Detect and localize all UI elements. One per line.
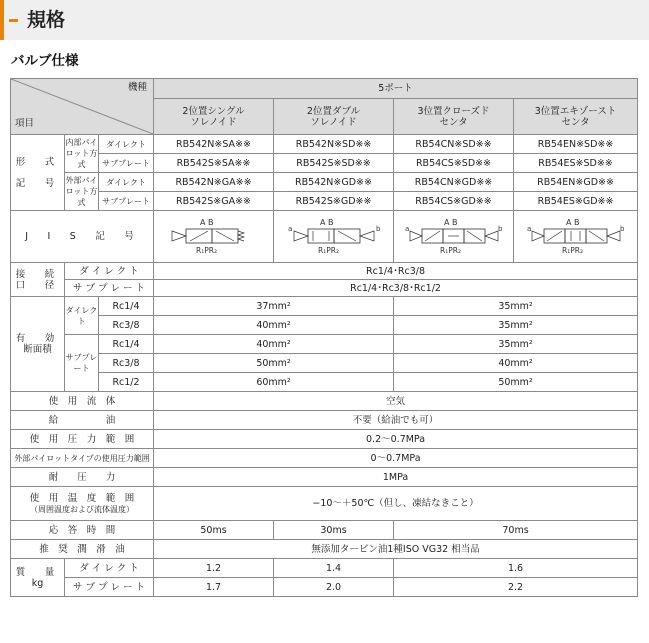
model-cell: RB54CS※SD※※ <box>394 154 514 173</box>
svg-text:b: b <box>619 224 624 233</box>
model-cell: RB542S※SA※※ <box>154 154 274 173</box>
lubrication-label: 給 油 <box>11 411 154 430</box>
section-title: 規格 <box>27 9 66 31</box>
ext-pressure-label: 外部パイロットタイプの使用圧力範囲 <box>11 449 154 468</box>
ea-subplate-label: サブプレート <box>65 335 99 392</box>
ea-value: 50mm² <box>394 373 638 392</box>
ea-size: Rc1/4 <box>99 297 154 316</box>
jis-symbol-closed-center <box>394 211 514 263</box>
model-cell: RB54EN※GD※※ <box>514 173 638 192</box>
ea-direct-label: ダイレクト <box>65 297 99 335</box>
valve-symbol-icon <box>286 217 382 257</box>
lubricant-value: 無添加タービン油1種ISO VG32 相当品 <box>154 540 638 559</box>
jis-symbol-double <box>274 211 394 263</box>
model-label: 機種 <box>128 82 148 93</box>
port-direct-value: Rc1/4･Rc3/8 <box>154 263 638 280</box>
col-header: 2位置ダブル ソレノイド <box>274 99 394 135</box>
fluid-label: 使 用 流 体 <box>11 392 154 411</box>
valve-symbol-icon <box>404 217 504 257</box>
effective-area-label: 有 効 断面積 <box>11 297 65 392</box>
model-cell: RB54CN※SD※※ <box>394 135 514 154</box>
model-cell: RB54CS※GD※※ <box>394 192 514 211</box>
model-cell: RB542N※SA※※ <box>154 135 274 154</box>
ea-value: 40mm² <box>154 316 394 335</box>
ea-size: Rc3/8 <box>99 354 154 373</box>
col-header: 3位置クローズド センタ <box>394 99 514 135</box>
model-cell: RB54ES※SD※※ <box>514 154 638 173</box>
valve-symbol-icon <box>166 217 262 257</box>
mass-value: 1.2 <box>154 559 274 578</box>
svg-text:R₁PR₂: R₁PR₂ <box>317 245 339 255</box>
svg-text:A B: A B <box>199 217 214 227</box>
item-label: 項目 <box>15 118 35 129</box>
pressure-value: 0.2～0.7MPa <box>154 430 638 449</box>
svg-text:b: b <box>497 224 502 233</box>
mass-value: 1.6 <box>394 559 638 578</box>
temperature-label: 使 用 温 度 範 囲 （周囲温度および流体温度） <box>11 487 154 521</box>
ea-size: Rc1/2 <box>99 373 154 392</box>
model-cell: RB54CN※GD※※ <box>394 173 514 192</box>
model-cell: RB542S※GA※※ <box>154 192 274 211</box>
port-subplate-value: Rc1/4･Rc3/8･Rc1/2 <box>154 280 638 297</box>
svg-text:A B: A B <box>443 217 458 227</box>
port-direct-label: ダ イ レ ク ト <box>65 263 154 280</box>
ea-value: 35mm² <box>394 297 638 316</box>
svg-text:b: b <box>375 224 380 233</box>
svg-text:A B: A B <box>319 217 334 227</box>
temperature-value: −10～＋50℃（但し、凍結なきこと） <box>154 487 638 521</box>
model-cell: RB54ES※GD※※ <box>514 192 638 211</box>
external-pilot-label: 外部パイ ロット方式 <box>65 173 99 211</box>
svg-text:a: a <box>404 224 409 233</box>
ea-value: 40mm² <box>394 354 638 373</box>
response-label: 応 答 時 間 <box>11 521 154 540</box>
ea-value: 35mm² <box>394 316 638 335</box>
svg-text:A B: A B <box>565 217 580 227</box>
ea-value: 60mm² <box>154 373 394 392</box>
ea-value: 37mm² <box>154 297 394 316</box>
proof-pressure-value: 1MPa <box>154 468 638 487</box>
pressure-label: 使 用 圧 力 範 囲 <box>11 430 154 449</box>
accent-bar <box>0 0 4 40</box>
model-cell: RB542S※SD※※ <box>274 154 394 173</box>
col-header: 2位置シングル ソレノイド <box>154 99 274 135</box>
ea-value: 50mm² <box>154 354 394 373</box>
valve-spec-table <box>10 78 638 597</box>
ext-pressure-value: 0～0.7MPa <box>154 449 638 468</box>
direct-label: ダイレクト <box>99 173 154 192</box>
subtitle: バルブ仕様 <box>11 53 79 69</box>
ea-size: Rc1/4 <box>99 335 154 354</box>
svg-text:a: a <box>526 224 531 233</box>
model-cell: RB54EN※SD※※ <box>514 135 638 154</box>
port-header: 5ポート <box>154 79 638 99</box>
jis-symbol-exhaust-center <box>514 211 638 263</box>
col-header: 3位置エキゾースト センタ <box>514 99 638 135</box>
model-cell: RB542N※SD※※ <box>274 135 394 154</box>
direct-label: ダイレクト <box>99 135 154 154</box>
svg-text:R₁PR₂: R₁PR₂ <box>561 245 583 255</box>
section-header <box>0 0 649 40</box>
port-size-label: 接 続 口 径 <box>11 263 65 297</box>
form-label: 形 式 記 号 <box>11 135 65 211</box>
lubrication-value: 不要（給油でも可） <box>154 411 638 430</box>
model-cell: RB542N※GA※※ <box>154 173 274 192</box>
svg-text:R₁PR₂: R₁PR₂ <box>195 245 217 255</box>
ea-value: 40mm² <box>154 335 394 354</box>
subplate-label: サブプレート <box>99 154 154 173</box>
valve-symbol-icon <box>526 217 626 257</box>
internal-pilot-label: 内部パイ ロット方式 <box>65 135 99 173</box>
proof-pressure-label: 耐 圧 力 <box>11 468 154 487</box>
mass-value: 1.7 <box>154 578 274 597</box>
mass-value: 1.4 <box>274 559 394 578</box>
mass-subplate-label: サ ブ プ レ ー ト <box>65 578 154 597</box>
jis-symbol-single <box>154 211 274 263</box>
ea-size: Rc3/8 <box>99 316 154 335</box>
port-subplate-label: サ ブ プ レ ー ト <box>65 280 154 297</box>
ea-value: 35mm² <box>394 335 638 354</box>
lubricant-label: 推 奨 潤 滑 油 <box>11 540 154 559</box>
subplate-label: サブプレート <box>99 192 154 211</box>
corner-header <box>11 79 154 135</box>
mass-value: 2.2 <box>394 578 638 597</box>
jis-label: J I S 記 号 <box>11 211 154 263</box>
mass-value: 2.0 <box>274 578 394 597</box>
response-value: 30ms <box>274 521 394 540</box>
model-cell: RB542S※GD※※ <box>274 192 394 211</box>
mass-label: 質 量 kg <box>11 559 65 597</box>
response-value: 50ms <box>154 521 274 540</box>
model-cell: RB542N※GD※※ <box>274 173 394 192</box>
response-value: 70ms <box>394 521 638 540</box>
svg-text:a: a <box>287 224 292 233</box>
fluid-value: 空気 <box>154 392 638 411</box>
mass-direct-label: ダ イ レ ク ト <box>65 559 154 578</box>
accent-dash-icon <box>9 19 18 22</box>
svg-text:R₁PR₂: R₁PR₂ <box>439 245 461 255</box>
